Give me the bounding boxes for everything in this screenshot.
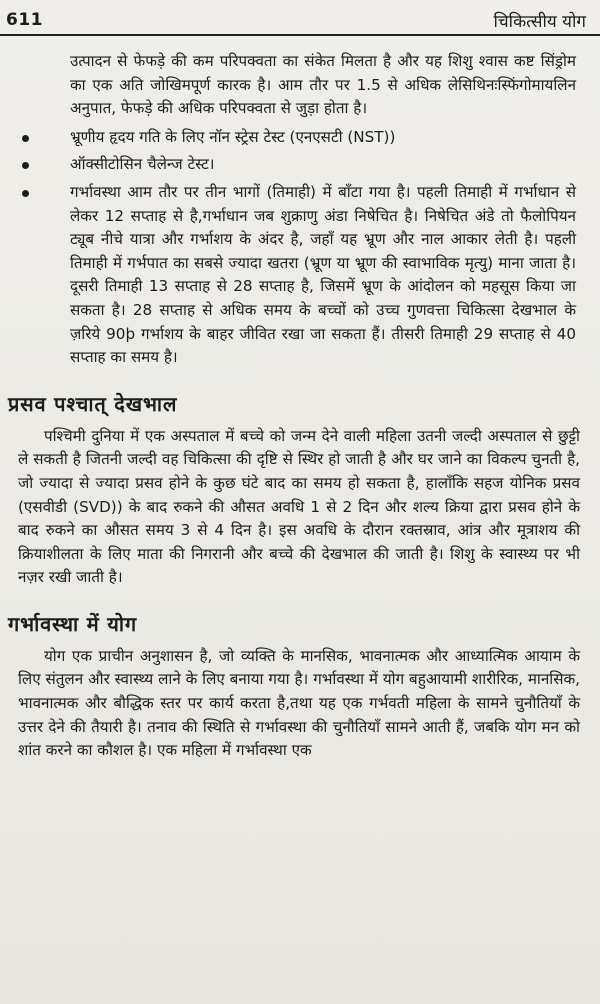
page-content [0, 50, 600, 763]
page-number: 611 [6, 10, 43, 30]
bullet-item-oxytocin [70, 153, 576, 177]
bullet-text: भ्रूणीय हृदय गति के लिए नॉन स्ट्रेस टेस्ट (एनएसटी (NST)) [70, 127, 396, 146]
bullet-text: ऑक्सीटोसिन चैलेन्ज टेस्ट। [70, 155, 215, 174]
bullet-item-trimesters [70, 181, 576, 370]
intro-paragraph: उत्पादन से फेफड़े की कम परिपक्वता का संकेत मिलता है और यह शिशु श्वास कष्ट सिंड्रोम का एक अति जोखिमपूर्ण कारक है। आम तौर पर 1.5 से अधिक लेसिथिनःस्फिंगोमायलिन अनुपात, फेफड़े की अधिक परिपक्वता से जुड़ा होता है। [70, 52, 576, 118]
page-header [0, 0, 600, 34]
postnatal-care-paragraph: पश्चिमी दुनिया में एक अस्पताल में बच्चे को जन्म देने वाली महिला उतनी जल्दी अस्पताल से छुट्टी ले सकती है जितनी जल्दी वह चिकित्सा की दृष्टि से स्थिर हो जाती है और घर जाने का विकल्प चुनती है, जो ज्यादा से ज्यादा प्रसव होने के कुछ घंटे बाद का समय हो सकता है, हालाँकि सहज योनिक प्रसव (एसवीडी (SVD)) के बाद रुकने की औसत अवधि 1 से 2 दिन और शल्य क्रिया द्वारा प्रसव होने के बाद रुकने का औसत समय 3 से 4 दिन है। इस अवधि के दौरान रक्तस्राव, आंत्र और मूत्राशय की क्रियाशीलता के लिए माता की निगरानी और बच्चे की देखभाल की जाती है। शिशु के स्वास्थ्य पर भी नज़र रखी जाती है। [18, 426, 580, 587]
bullet-text: गर्भावस्था आम तौर पर तीन भागों (तिमाही) में बाँटा गया है। पहली तिमाही में गर्भाधान से लेकर 12 सप्ताह से है,गर्भाधान जब शुक्राणु अंडा निषेचित है। निषेचित अंडे तो फैलोपियन ट्यूब नीचे यात्रा और गर्भाशय के अंदर है, जहाँ यह भ्रूण और नाल आकार लेती है। पहली तिमाही में गर्भपात का सबसे ज्यादा खतरा (भ्रूण या भ्रूण की स्वाभाविक मृत्यु) माना जाता है। दूसरी तिमाही 13 सप्ताह से 28 सप्ताह है, जिसमें भ्रूण के आंदोलन को महसूस किया जा सकता है। 28 सप्ताह से अधिक समय के बच्चों को उच्च गुणवत्ता चिकित्सा देखभाल के ज़रिये 90þ गर्भाशय के बाहर जीवित रखा जा सकता हैं। तीसरी तिमाही 29 सप्ताह से 40 सप्ताह का समय है। [70, 182, 576, 367]
bullet-icon [22, 135, 29, 142]
section-heading-postnatal-care: प्रसव पश्चात् देखभाल [8, 391, 178, 416]
running-title: चिकित्सीय योग [493, 12, 586, 32]
bullet-icon [22, 162, 29, 169]
bullet-icon [22, 190, 29, 197]
header-rule [0, 34, 600, 36]
bullet-list [0, 126, 600, 370]
yoga-in-pregnancy-paragraph: योग एक प्राचीन अनुशासन है, जो व्यक्ति के मानसिक, भावनात्मक और आध्यात्मिक आयाम के लिए संतुलन और स्वास्थ्य लाने के लिए बनाया गया है। गर्भावस्था में योग बहुआयामी शारीरिक, मानसिक, भावनात्मक और बौद्धिक स्तर पर कार्य करता है,तथा यह एक गर्भवती महिला के सामने चुनौतियाँ के उत्तर देने की तैयारी है। तनाव की स्थिति से गर्भावस्था की चुनौतियाँ सामने आती हैं, जबकि योग मन को शांत करने का कौशल है। एक महिला में गर्भावस्था एक [18, 646, 580, 760]
bullet-item-nst [70, 126, 576, 150]
section-heading-yoga-in-pregnancy: गर्भावस्था में योग [8, 611, 137, 636]
